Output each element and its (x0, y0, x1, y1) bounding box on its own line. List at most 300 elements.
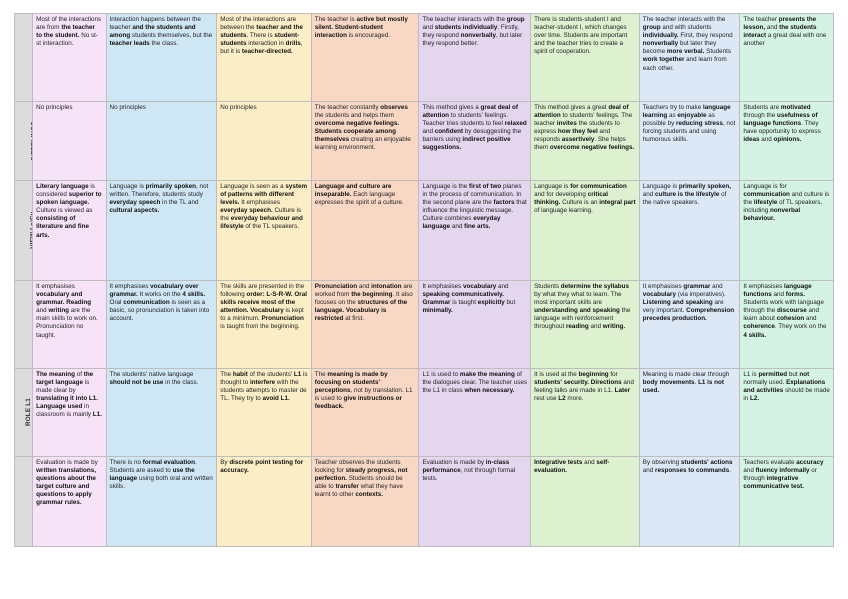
cell-text-bold: language functions (743, 283, 812, 299)
cell-text-bold: drills (285, 40, 301, 48)
cell-text-bold: primarily spoken, (678, 183, 731, 190)
cell-text-bold: ideas (743, 136, 760, 144)
cell-text: through the (743, 112, 777, 120)
cell-text: Oral (109, 299, 124, 307)
cell-text: Teachers try to make (642, 104, 703, 111)
table-cell (531, 14, 640, 102)
table-row-evaluation (15, 457, 834, 547)
cell-text: in the TL and (160, 199, 199, 207)
cell-text: . There is (246, 32, 275, 40)
cell-text: Culture is viewed as (36, 207, 93, 215)
table-cell (531, 369, 640, 457)
row-header-view (15, 181, 33, 281)
cell-text-bold: assertively (561, 136, 595, 144)
table-cell (33, 14, 106, 102)
cell-text-bold: students' security. Directions (534, 379, 622, 387)
cell-text-bold: nonverbally (460, 32, 496, 40)
cell-text-bold: vocabulary over grammar. (109, 283, 199, 299)
cell-text: normally used. (743, 379, 787, 387)
cell-text-bold: 4 skills. (182, 291, 206, 299)
cell-text-bold: work together (642, 56, 685, 64)
cell-text: and (422, 24, 435, 32)
table-cell (419, 181, 531, 281)
cell-text: but (787, 371, 800, 378)
cell-text: Language is the (422, 183, 470, 190)
cell-text: The teacher is (314, 16, 357, 23)
cell-text-bold: self-evaluation. (534, 459, 610, 475)
cell-text: It emphasises (422, 283, 464, 290)
cell-text-bold: invites (556, 120, 577, 128)
table-cell (419, 102, 531, 181)
cell-text-bold: written translations, questions about the target culture and questions to apply grammar rules. (36, 467, 96, 507)
cell-text-bold: minimally. (422, 307, 453, 315)
table-cell (33, 281, 106, 369)
cell-text: It emphasises (239, 199, 281, 207)
cell-text-bold: used (67, 403, 83, 411)
cell-text-bold: in-class performance (422, 459, 510, 475)
cell-text: students themselves, but the (130, 32, 213, 40)
cell-text: . It also focuses on the (314, 291, 413, 307)
cell-text: is made clear by (36, 379, 90, 395)
cell-text-bold: meaning is made by focusing on students' perceptions (314, 371, 388, 395)
cell-text-bold: overcome negative feelings. Students cooperate among themselves (314, 120, 400, 144)
cell-text-bold: deal of attention (534, 104, 629, 120)
cell-text: The students' native language (109, 371, 194, 378)
cell-text: . She helps them (534, 136, 626, 152)
cell-text: and (642, 467, 656, 475)
cell-text-bold: speaking communicatively. Grammar (422, 291, 504, 307)
cell-text-bold: habit (232, 371, 248, 378)
cell-text: . Firstly, they respond (422, 24, 519, 40)
cell-text: and (588, 323, 603, 331)
cell-text-bold: nonverbally (642, 40, 679, 48)
cell-text-bold: enjoyable (677, 112, 707, 120)
cell-text-bold: observes (380, 104, 408, 111)
table-cell (740, 457, 834, 547)
cell-text: . They work on the (774, 323, 827, 331)
cell-text: interaction in (246, 40, 286, 48)
row-header-label: ROLE L1 (24, 398, 32, 427)
cell-text-bold: steady progress, not perfection. (314, 467, 408, 483)
cell-text-bold: nonverbal behaviour. (743, 207, 801, 223)
cell-text-bold: translating it into L1. Language (36, 395, 99, 411)
cell-text-bold: discourse (776, 307, 807, 315)
cell-text-bold: how they feel (557, 128, 598, 136)
cell-text: Each language expresses the spirit of a culture. (314, 191, 404, 207)
cell-text-bold: usefulness of language functions (743, 112, 818, 128)
cell-text-bold: forms. (785, 291, 805, 299)
cell-text-bold: L2. (750, 395, 760, 403)
row-header-sfeelings (15, 102, 33, 181)
cell-text: are worked from (314, 283, 413, 299)
cell-text-bold: grammar (683, 283, 711, 290)
cell-text: and (36, 307, 49, 315)
table-cell (531, 181, 640, 281)
cell-text-bold: structures of the language. Vocabulary is restricted (314, 299, 408, 323)
cell-text: is taught (450, 299, 478, 307)
cell-text-bold: understanding and speaking (534, 307, 620, 315)
cell-text-bold: group (642, 24, 661, 32)
cell-text: is seen as a basic, so pronunciation is taken into account. (109, 299, 210, 323)
cell-text: with the students attempts to master de TL. They try to (220, 379, 307, 403)
cell-text-bold: avoid L1. (262, 395, 290, 403)
table-cell (106, 14, 217, 102)
cell-text: for (608, 371, 618, 378)
cell-text: and (771, 291, 786, 299)
cell-text-bold: coherence (743, 323, 775, 331)
cell-text-bold: individually. (642, 32, 679, 40)
cell-text: to students' feelings. Teacher tries students to feel (422, 112, 508, 128)
cell-text-bold: overcome negative feelings. (549, 144, 635, 152)
cell-text: It emphasises (36, 283, 75, 290)
cell-text-bold: The meaning (36, 371, 75, 378)
cell-text-bold: vocabulary (463, 283, 497, 290)
cell-text: the class. (149, 40, 179, 48)
cell-text: It is used at the (534, 371, 579, 378)
cell-text: rest use (534, 395, 559, 403)
cell-text-bold: determine the syllabus (560, 283, 629, 290)
table-cell (33, 369, 106, 457)
cell-text: It emphasises (109, 283, 151, 290)
table-row-role (15, 369, 834, 457)
cell-text: of language learning. (534, 207, 593, 215)
cell-text: of the dialogues clear. The teacher uses the L1 in class (422, 371, 527, 395)
cell-text-bold: factors (493, 199, 515, 207)
cell-text-bold: Literary language (36, 183, 89, 190)
cell-text-bold: should not be use (109, 379, 164, 387)
table-row-interaction (15, 14, 834, 102)
cell-text: , not forcing students and using humorous skills. (642, 120, 736, 144)
table-cell (419, 14, 531, 102)
cell-text: and (357, 283, 372, 290)
cell-text: and (582, 459, 597, 466)
cell-text: No principles (109, 104, 146, 111)
cell-text-bold: teacher leads (109, 40, 150, 48)
cell-text: No principles (36, 104, 73, 111)
cell-text-bold: reading (565, 323, 589, 331)
cell-text: and (710, 283, 723, 290)
cell-text-bold: when necessary. (464, 387, 515, 395)
cell-text: , but it is (220, 40, 303, 56)
cell-text: the students and helps them (314, 112, 394, 120)
cell-text: of the native speakers. (642, 191, 727, 207)
cell-text-bold: confident (434, 128, 464, 136)
cell-text: is encouraged. (346, 32, 391, 40)
cell-text: and (765, 24, 780, 32)
cell-text: By (220, 459, 230, 466)
cell-text: This method gives a (422, 104, 481, 111)
table-cell (639, 369, 740, 457)
cell-text: The teacher interacts with the (642, 16, 726, 23)
cell-text: Language is (642, 183, 679, 190)
cell-text: There is no (109, 459, 143, 466)
cell-text: creating an enjoyable learning environment. (314, 136, 411, 152)
cell-text-bold: lifestyle (753, 199, 778, 207)
cell-text: , but later they respond better. (422, 32, 523, 48)
table-cell (531, 281, 640, 369)
cell-text: by desuggesting the barriers using (422, 128, 522, 144)
cell-text: No principles (220, 104, 257, 111)
cell-text: It emphasises (642, 283, 684, 290)
cell-text: by what they what to learn. The most important skills are (534, 291, 622, 307)
cell-text-bold: not (799, 371, 810, 378)
cell-text: Students are (743, 104, 781, 111)
cell-text: as possible by (642, 112, 715, 128)
cell-text-bold: for communication (570, 183, 627, 190)
cell-text-bold: everyday speech (109, 199, 161, 207)
cell-text: It works on the (137, 291, 183, 299)
cell-text-bold: L2 (558, 395, 566, 403)
cell-text: is taught from the beginning. (220, 323, 300, 331)
cell-text-bold: the beginning (351, 291, 393, 299)
cell-text: of the students' (247, 371, 294, 378)
cell-text: Language is (534, 183, 571, 190)
cell-text: Teacher observes the students looking for (314, 459, 401, 475)
table-cell (106, 181, 217, 281)
cell-text: the language with reinforcement throughout (534, 307, 631, 331)
cell-text: using both oral and written skills. (109, 475, 213, 491)
cell-text: and for developing (534, 191, 588, 199)
cell-text: , not by translation. L1 is used to (314, 387, 413, 403)
cell-text-bold: student-students (220, 32, 300, 48)
cell-text-bold: Language and culture are inseparable. (314, 183, 392, 199)
cell-text: at first. (343, 315, 365, 323)
cell-text-bold: the students interact (743, 24, 817, 40)
cell-text-bold: Comprehension precedes production. (642, 307, 735, 323)
cell-text-bold: motivated (780, 104, 811, 111)
table-cell (311, 281, 419, 369)
row-header-interaction (15, 14, 33, 102)
cell-text: Meaning is made clear through (642, 371, 730, 378)
cell-text: of (74, 371, 84, 378)
table-cell (217, 14, 312, 102)
cell-text: to students' feelings. The teacher (534, 112, 633, 128)
cell-text-bold: great deal of attention (422, 104, 518, 120)
table-cell (740, 369, 834, 457)
table-cell (33, 181, 106, 281)
cell-text: and (743, 467, 756, 475)
table-cell (531, 457, 640, 547)
cell-text-bold: indirect positive suggestions. (422, 136, 511, 152)
cell-text: The teacher interacts with the (422, 16, 507, 23)
cell-text: is considered (36, 183, 95, 199)
cell-text: L1 is used to (422, 371, 460, 378)
cell-text-bold: integral part (599, 199, 636, 207)
cell-text: Students (534, 283, 561, 290)
cell-text-bold: order: L-S-R-W. Oral skills receive most of the attention. Vocabulary (220, 291, 308, 315)
cell-text-bold: writing (48, 307, 70, 315)
cell-text-bold: intonation (371, 283, 402, 290)
table-cell (106, 281, 217, 369)
row-header-evaluation (15, 457, 33, 547)
cell-text: is kept to a minimum. (220, 307, 304, 323)
cell-text: The (220, 371, 233, 378)
cell-text: Culture is the (220, 207, 302, 223)
table-cell (740, 281, 834, 369)
cell-text-bold: opinions. (773, 136, 802, 144)
cell-text: of the TL speakers. (243, 223, 299, 231)
cell-text: No st-st interaction. (36, 32, 99, 48)
cell-text-bold: superior to spoken language. (36, 191, 102, 207)
table-cell (740, 14, 834, 102)
table-cell (419, 369, 531, 457)
cell-text-bold: language learning (642, 104, 731, 120)
table-cell (33, 457, 106, 547)
table-cell (33, 102, 106, 181)
table-cell (740, 181, 834, 281)
cell-text: or through (743, 467, 817, 483)
cell-text-bold: Explanations and activities (743, 379, 826, 395)
cell-text: The (314, 371, 328, 378)
cell-text: Interaction happens between the teacher (109, 16, 201, 32)
cell-text: but (504, 299, 516, 307)
cell-text: and feeling talks are made in L1. (534, 379, 634, 395)
cell-text: and learn about (743, 307, 819, 323)
cell-text: . They have opportunity to express (743, 120, 821, 136)
cell-text-bold: vocabulary (642, 291, 677, 299)
cell-text: but later they become (642, 40, 717, 56)
cell-text-bold: interfere (249, 379, 276, 387)
cell-text: and culture is the (743, 191, 830, 207)
table-cell (311, 102, 419, 181)
cell-text-bold: everyday behaviour and lifestyle (220, 215, 303, 231)
cell-text: and (804, 315, 817, 323)
cell-text-bold: L1 is not used. (642, 379, 724, 395)
table-cell (639, 102, 740, 181)
cell-text-bold: integrative communicative test. (743, 475, 804, 491)
cell-text-bold: body movements (642, 379, 695, 387)
cell-text-bold: use the language (109, 467, 195, 483)
table-cell (106, 457, 217, 547)
cell-text-bold: presents the lesson, (743, 16, 817, 32)
cell-text-bold: make the meaning (459, 371, 515, 378)
cell-text-bold: the target language (36, 371, 94, 387)
cell-text: This method gives a great (534, 104, 609, 111)
table-cell (217, 181, 312, 281)
methods-comparison-table (14, 13, 834, 547)
cell-text-bold: reducing stress (676, 120, 723, 128)
cell-text-bold: contexts. (355, 491, 384, 499)
table-cell (106, 369, 217, 457)
cell-text: By observing (642, 459, 681, 466)
table-cell (106, 102, 217, 181)
table-row-sfeelings (15, 102, 834, 181)
cell-text-bold: students' actions (680, 459, 733, 466)
cell-text: . (729, 467, 731, 475)
cell-text-bold: discrete point testing for accuracy. (220, 459, 304, 475)
row-header-role (15, 369, 33, 457)
table-row-view (15, 181, 834, 281)
cell-text: what they have learnt to other (314, 483, 403, 499)
cell-text-bold: 4 skills. (743, 331, 767, 339)
cell-text: a great deal with one another (743, 32, 827, 48)
cell-text: Evaluation is made by (36, 459, 98, 466)
cell-text-bold: vocabulary and grammar. Reading (36, 291, 92, 307)
table-cell (217, 457, 312, 547)
cell-text-bold: writing. (602, 323, 626, 331)
cell-text-bold: responses to commands (655, 467, 730, 475)
table-cell (639, 14, 740, 102)
cell-text-bold: system of patterns with different levels. (220, 183, 308, 207)
cell-text-bold: Pronunciation (261, 315, 304, 323)
cell-text: in the class. (163, 379, 199, 387)
cell-text-bold: the teacher to the student. (36, 24, 95, 40)
cell-text: Language is seen as a (220, 183, 286, 190)
cell-text: Culture is an (560, 199, 600, 207)
cell-text: and (759, 136, 774, 144)
table-cell (217, 369, 312, 457)
cell-text-bold: explicitly (477, 299, 505, 307)
cell-text-bold: critical thinking. (534, 191, 608, 207)
cell-text-bold: active but mostly silent. Student-student interaction (314, 16, 408, 40)
cell-text-bold: everyday speech. (220, 207, 273, 215)
table-row-areas (15, 281, 834, 369)
cell-text: and (450, 223, 465, 231)
row-header-label: VIEW La/Cu (29, 211, 33, 250)
table-cell (639, 181, 740, 281)
cell-text: the students to express (534, 120, 620, 136)
cell-text-bold: culture is the lifestyle (655, 191, 720, 199)
cell-text: are the main skills to work on. Pronunciation no taught. (36, 307, 98, 339)
cell-text-bold: beginning (578, 371, 609, 378)
cell-text: . Students are asked to (109, 459, 197, 475)
table-cell (419, 281, 531, 369)
cell-text-bold: everyday language (422, 215, 501, 231)
cell-text-bold: teacher-directed. (241, 48, 293, 56)
cell-text-bold: more verbal. (666, 48, 705, 56)
cell-text: in classroom is mainly (36, 403, 93, 419)
cell-text-bold: L1. (92, 411, 102, 419)
table-cell (311, 457, 419, 547)
cell-text: Evaluation is made by (422, 459, 486, 466)
cell-text: First, they respond (678, 32, 733, 40)
cell-text-bold: give instructions or feedback. (314, 395, 402, 411)
cell-text: should be made in (743, 387, 830, 403)
cell-text: Students work with language through the (743, 299, 824, 315)
cell-text-bold: Integrative tests (534, 459, 583, 466)
cell-text-bold: teacher and the students (220, 24, 303, 40)
table-cell (311, 181, 419, 281)
cell-text: planes in the process of communication. In the second plane are the (422, 183, 522, 207)
cell-text: that influence the linguistic message. Culture combines (422, 199, 527, 223)
cell-text: , not through formal tests. (422, 467, 516, 483)
cell-text-bold: cultural aspects. (109, 207, 160, 215)
cell-text-bold: Listening and speaking (642, 299, 713, 307)
cell-text-bold: communication (123, 299, 170, 307)
cell-text: as (667, 112, 678, 120)
cell-text-bold: permitted (758, 371, 788, 378)
cell-text-bold: primarily spoken (145, 183, 197, 190)
cell-text-bold: students individually (434, 24, 498, 32)
table-cell (531, 102, 640, 181)
cell-text: are very important. (642, 299, 724, 315)
table-cell (311, 14, 419, 102)
cell-text-bold: fine arts. (464, 223, 491, 231)
cell-text: and responds (534, 128, 611, 144)
cell-text: of TL speakers, including (743, 199, 823, 215)
cell-text: and (642, 191, 656, 199)
table-cell (217, 102, 312, 181)
cell-text: and (422, 128, 435, 136)
cell-text: L1 is (743, 371, 759, 378)
cell-text: Students (704, 48, 731, 56)
cell-text-bold: formal evaluation (142, 459, 195, 466)
cell-text-bold: communication (743, 191, 790, 199)
cell-text: Students should be able to (314, 475, 403, 491)
cell-text-bold: cohesion (776, 315, 805, 323)
cell-text: more. (565, 395, 584, 403)
cell-text-bold: and the students and among (109, 24, 196, 40)
